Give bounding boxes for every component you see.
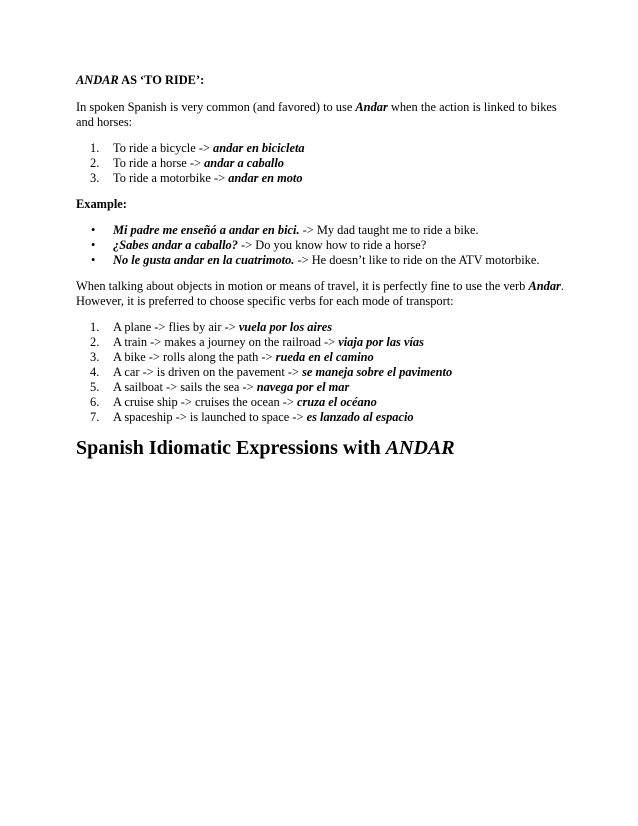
list-english: A train -> makes a journey on the railroad -> <box>113 335 339 349</box>
list-item <box>76 156 576 171</box>
list-number: 1. <box>90 320 100 334</box>
list-english: To ride a horse -> <box>113 156 205 170</box>
list-item <box>76 320 576 335</box>
list-number: 2. <box>90 335 100 349</box>
list-item <box>76 365 576 380</box>
list-item <box>76 380 576 395</box>
transport-list <box>76 320 576 425</box>
example-english: -> He doesn’t like to ride on the ATV motorbike. <box>294 253 540 267</box>
intro-text-before: In spoken Spanish is very common (and favored) to use <box>76 100 356 114</box>
list-english: To ride a motorbike -> <box>113 171 229 185</box>
list-item <box>76 350 576 365</box>
list-spanish: viaja por las vías <box>338 335 424 349</box>
list-item <box>76 223 576 238</box>
list-item <box>76 238 576 253</box>
list-english: A sailboat -> sails the sea -> <box>113 380 257 394</box>
list-number: 2. <box>90 156 100 170</box>
example-list <box>76 223 576 268</box>
example-spanish: Mi padre me enseñó a andar en bici. <box>113 223 300 237</box>
example-spanish: No le gusta andar en la cuatrimoto. <box>113 253 295 267</box>
list-number: 3. <box>90 171 100 185</box>
motion-paragraph <box>76 279 576 309</box>
document-content <box>76 73 576 473</box>
motion-verb: Andar <box>528 279 561 293</box>
example-english: -> Do you know how to ride a horse? <box>237 238 427 252</box>
list-english: A plane -> flies by air -> <box>113 320 239 334</box>
ride-list <box>76 141 576 186</box>
example-spanish: ¿Sabes andar a caballo? <box>113 238 238 252</box>
list-spanish: navega por el mar <box>256 380 350 394</box>
list-item <box>76 335 576 350</box>
bullet-icon: • <box>91 253 96 267</box>
andar-heading <box>76 73 576 88</box>
example-label: Example: <box>76 197 127 211</box>
list-spanish: es lanzado al espacio <box>306 410 414 424</box>
intro-verb: Andar <box>355 100 388 114</box>
list-english: A car -> is driven on the pavement -> <box>113 365 303 379</box>
motion-text-after: . However, it is preferred to choose specific verbs for each mode of transport: <box>76 279 564 308</box>
list-item <box>76 253 576 268</box>
list-spanish: andar en bicicleta <box>213 141 305 155</box>
list-number: 3. <box>90 350 100 364</box>
list-item <box>76 141 576 156</box>
list-number: 7. <box>90 410 100 424</box>
bullet-icon: • <box>91 223 96 237</box>
motion-text-before: When talking about objects in motion or means of travel, it is perfectly fine to use the verb <box>76 279 529 293</box>
list-english: A bike -> rolls along the path -> <box>113 350 276 364</box>
list-spanish: andar a caballo <box>204 156 284 170</box>
list-number: 4. <box>90 365 100 379</box>
section-title <box>76 436 576 460</box>
list-item <box>76 410 576 425</box>
intro-paragraph <box>76 100 576 130</box>
intro-text-after: when the action is linked to bikes and horses: <box>76 100 557 129</box>
list-english: A cruise ship -> cruises the ocean -> <box>113 395 297 409</box>
list-spanish: vuela por los aires <box>238 320 333 334</box>
list-spanish: se maneja sobre el pavimento <box>302 365 453 379</box>
list-spanish: rueda en el camino <box>275 350 374 364</box>
list-spanish: cruza el océano <box>296 395 377 409</box>
bullet-icon: • <box>91 238 96 252</box>
section-title-text: Spanish Idiomatic Expressions with <box>76 437 386 459</box>
list-number: 1. <box>90 141 100 155</box>
example-english: -> My dad taught me to ride a bike. <box>299 223 479 237</box>
list-number: 5. <box>90 380 100 394</box>
list-item <box>76 171 576 186</box>
list-english: A spaceship -> is launched to space -> <box>113 410 307 424</box>
andar-heading-verb: ANDAR <box>76 73 119 87</box>
list-english: To ride a bicycle -> <box>113 141 214 155</box>
list-spanish: andar en moto <box>228 171 303 185</box>
andar-heading-rest: AS ‘TO RIDE’: <box>118 73 205 87</box>
list-item <box>76 395 576 410</box>
section-title-verb: ANDAR <box>385 437 455 459</box>
list-number: 6. <box>90 395 100 409</box>
